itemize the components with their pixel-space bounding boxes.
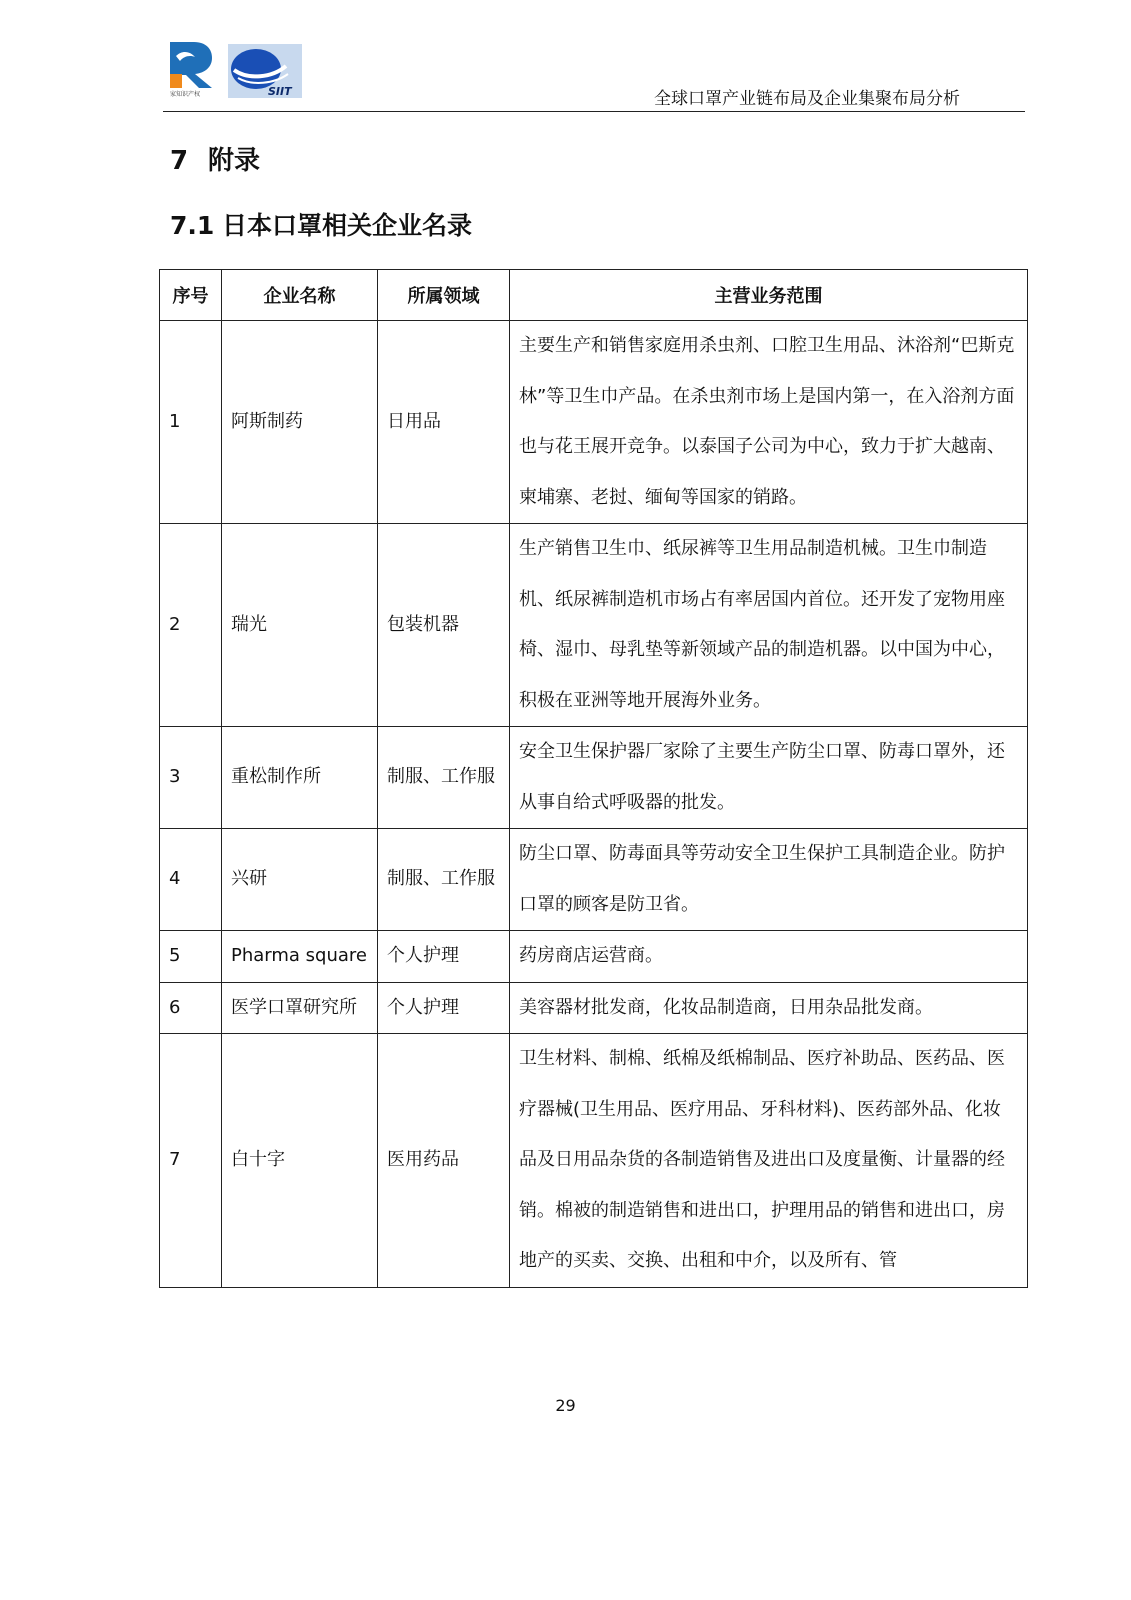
company-name: 白十字: [222, 1034, 378, 1288]
table-header-row: [160, 270, 1028, 321]
company-field: 医用药品: [378, 1034, 510, 1288]
company-table: [159, 269, 1028, 1288]
row-number: 4: [160, 829, 222, 931]
section-number: 7: [170, 146, 189, 176]
row-number: 1: [160, 321, 222, 524]
row-number: 2: [160, 524, 222, 727]
company-name: 兴研: [222, 829, 378, 931]
section-heading: [170, 140, 260, 177]
col-header-field: 所属领域: [378, 270, 510, 321]
table-row: [160, 1034, 1028, 1288]
company-field: 个人护理: [378, 931, 510, 983]
company-field: 包装机器: [378, 524, 510, 727]
company-field: 制服、工作服: [378, 829, 510, 931]
siit-logo-text: SIIT: [268, 85, 292, 98]
table-row: [160, 727, 1028, 829]
company-name: 医学口罩研究所: [222, 982, 378, 1034]
rk-logo: [168, 40, 214, 98]
row-number: 5: [160, 931, 222, 983]
subsection-number: 7.1: [170, 211, 215, 240]
company-field: 制服、工作服: [378, 727, 510, 829]
company-business: 美容器材批发商，化妆品制造商，日用杂品批发商。: [510, 982, 1028, 1034]
row-number: 6: [160, 982, 222, 1034]
company-field: 日用品: [378, 321, 510, 524]
siit-logo: [228, 44, 302, 98]
company-business: 生产销售卫生巾、纸尿裤等卫生用品制造机械。卫生巾制造机、纸尿裤制造机市场占有率居国内首位。还开发了宠物用座椅、湿巾、母乳垫等新领域产品的制造机器。以中国为中心，积极在亚洲等地开展海外业务。: [510, 524, 1028, 727]
logo-r-caption: 家知识产权: [170, 91, 201, 98]
company-name: Pharma square: [222, 931, 378, 983]
table-row: [160, 829, 1028, 931]
company-business: 主要生产和销售家庭用杀虫剂、口腔卫生用品、沐浴剂“巴斯克林”等卫生巾产品。在杀虫剂市场上是国内第一，在入浴剂方面也与花王展开竞争。以泰国子公司为中心，致力于扩大越南、柬埔寨、老挝、缅甸等国家的销路。: [510, 321, 1028, 524]
table-row: [160, 321, 1028, 524]
company-field: 个人护理: [378, 982, 510, 1034]
page-number: 29: [555, 1396, 576, 1415]
company-business: 药房商店运营商。: [510, 931, 1028, 983]
col-header-company: 企业名称: [222, 270, 378, 321]
col-header-business: 主营业务范围: [510, 270, 1028, 321]
subsection-heading: [170, 206, 472, 242]
company-business: 卫生材料、制棉、纸棉及纸棉制品、医疗补助品、医药品、医疗器械(卫生用品、医疗用品、牙科材料)、医药部外品、化妆品及日用品杂货的各制造销售及进出口及度量衡、计量器的经销。棉被的制造销售和进出口，护理用品的销售和进出口，房地产的买卖、交换、出租和中介，以及所有、管: [510, 1034, 1028, 1288]
table-row: [160, 524, 1028, 727]
subsection-title: 日本口罩相关企业名录: [222, 211, 473, 240]
table-row: [160, 982, 1028, 1034]
company-business: 安全卫生保护器厂家除了主要生产防尘口罩、防毒口罩外，还从事自给式呼吸器的批发。: [510, 727, 1028, 829]
row-number: 3: [160, 727, 222, 829]
company-name: 重松制作所: [222, 727, 378, 829]
running-header-title: 全球口罩产业链布局及企业集聚布局分析: [654, 89, 960, 109]
table-row: [160, 931, 1028, 983]
row-number: 7: [160, 1034, 222, 1288]
company-business: 防尘口罩、防毒面具等劳动安全卫生保护工具制造企业。防护口罩的顾客是防卫省。: [510, 829, 1028, 931]
company-name: 阿斯制药: [222, 321, 378, 524]
logo-r-orange-block: [170, 74, 182, 88]
section-title: 附录: [208, 146, 261, 176]
company-name: 瑞光: [222, 524, 378, 727]
header-divider: [163, 111, 1025, 112]
col-header-number: 序号: [160, 270, 222, 321]
